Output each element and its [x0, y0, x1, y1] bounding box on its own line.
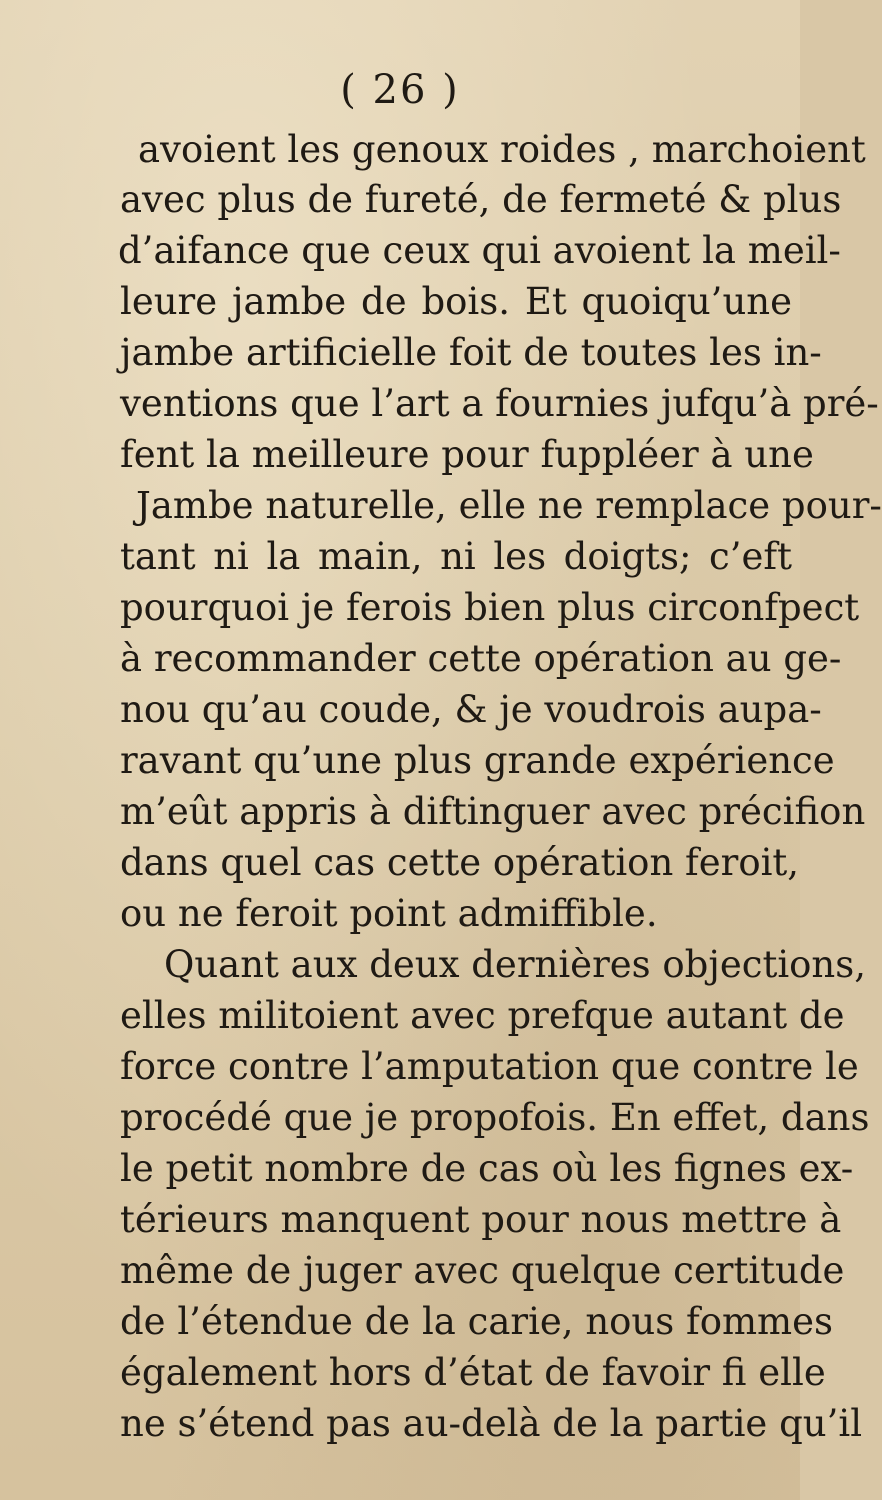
text-line: jambe artificielle foit de toutes les in-: [120, 331, 822, 374]
text-line: ou ne feroit point admiffible.: [120, 892, 658, 935]
text-line: d’aifance que ceux qui avoient la meil-: [118, 229, 841, 272]
text-line: de l’étendue de la carie, nous fommes: [120, 1300, 834, 1343]
text-line: même de juger avec quelque certitude: [120, 1249, 845, 1292]
text-line: ne s’étend pas au-delà de la partie qu’il: [120, 1402, 863, 1445]
text-line: leure jambe de bois. Et quoiqu’une: [120, 280, 792, 323]
text-line: nou qu’au coude, & je voudrois aupa-: [120, 688, 822, 731]
text-line: ravant qu’une plus grande expérience: [120, 739, 835, 782]
text-line: le petit nombre de cas où les fignes ex-: [120, 1147, 854, 1190]
text-line: également hors d’état de favoir fi elle: [120, 1351, 826, 1394]
text-line: Jambe naturelle, elle ne remplace pour-: [136, 484, 882, 527]
text-line: à recommander cette opération au ge-: [120, 637, 842, 680]
page-number: ( 26 ): [340, 67, 460, 113]
text-line: Quant aux deux dernières objections,: [164, 943, 867, 986]
text-line: m’eût appris à diftinguer avec précifion: [120, 790, 866, 833]
text-line: procédé que je propofois. En effet, dans: [120, 1096, 870, 1139]
text-line: dans quel cas cette opération feroit,: [120, 841, 800, 884]
text-line: avec plus de fureté, de fermeté & plus: [120, 178, 842, 221]
text-line: tant ni la main, ni les doigts; c’eft: [120, 535, 792, 578]
text-line: elles militoient avec prefque autant de: [120, 994, 845, 1037]
text-line: avoient les genoux roides , marchoient: [138, 128, 866, 171]
text-line: pourquoi je ferois bien plus circonfpect: [120, 586, 860, 629]
text-line: térieurs manquent pour nous mettre à: [120, 1198, 842, 1241]
text-line: fent la meilleure pour fuppléer à une: [120, 433, 814, 476]
text-line: ventions que l’art a fournies jufqu’à pré-: [120, 382, 879, 425]
text-line: force contre l’amputation que contre le: [120, 1045, 859, 1088]
